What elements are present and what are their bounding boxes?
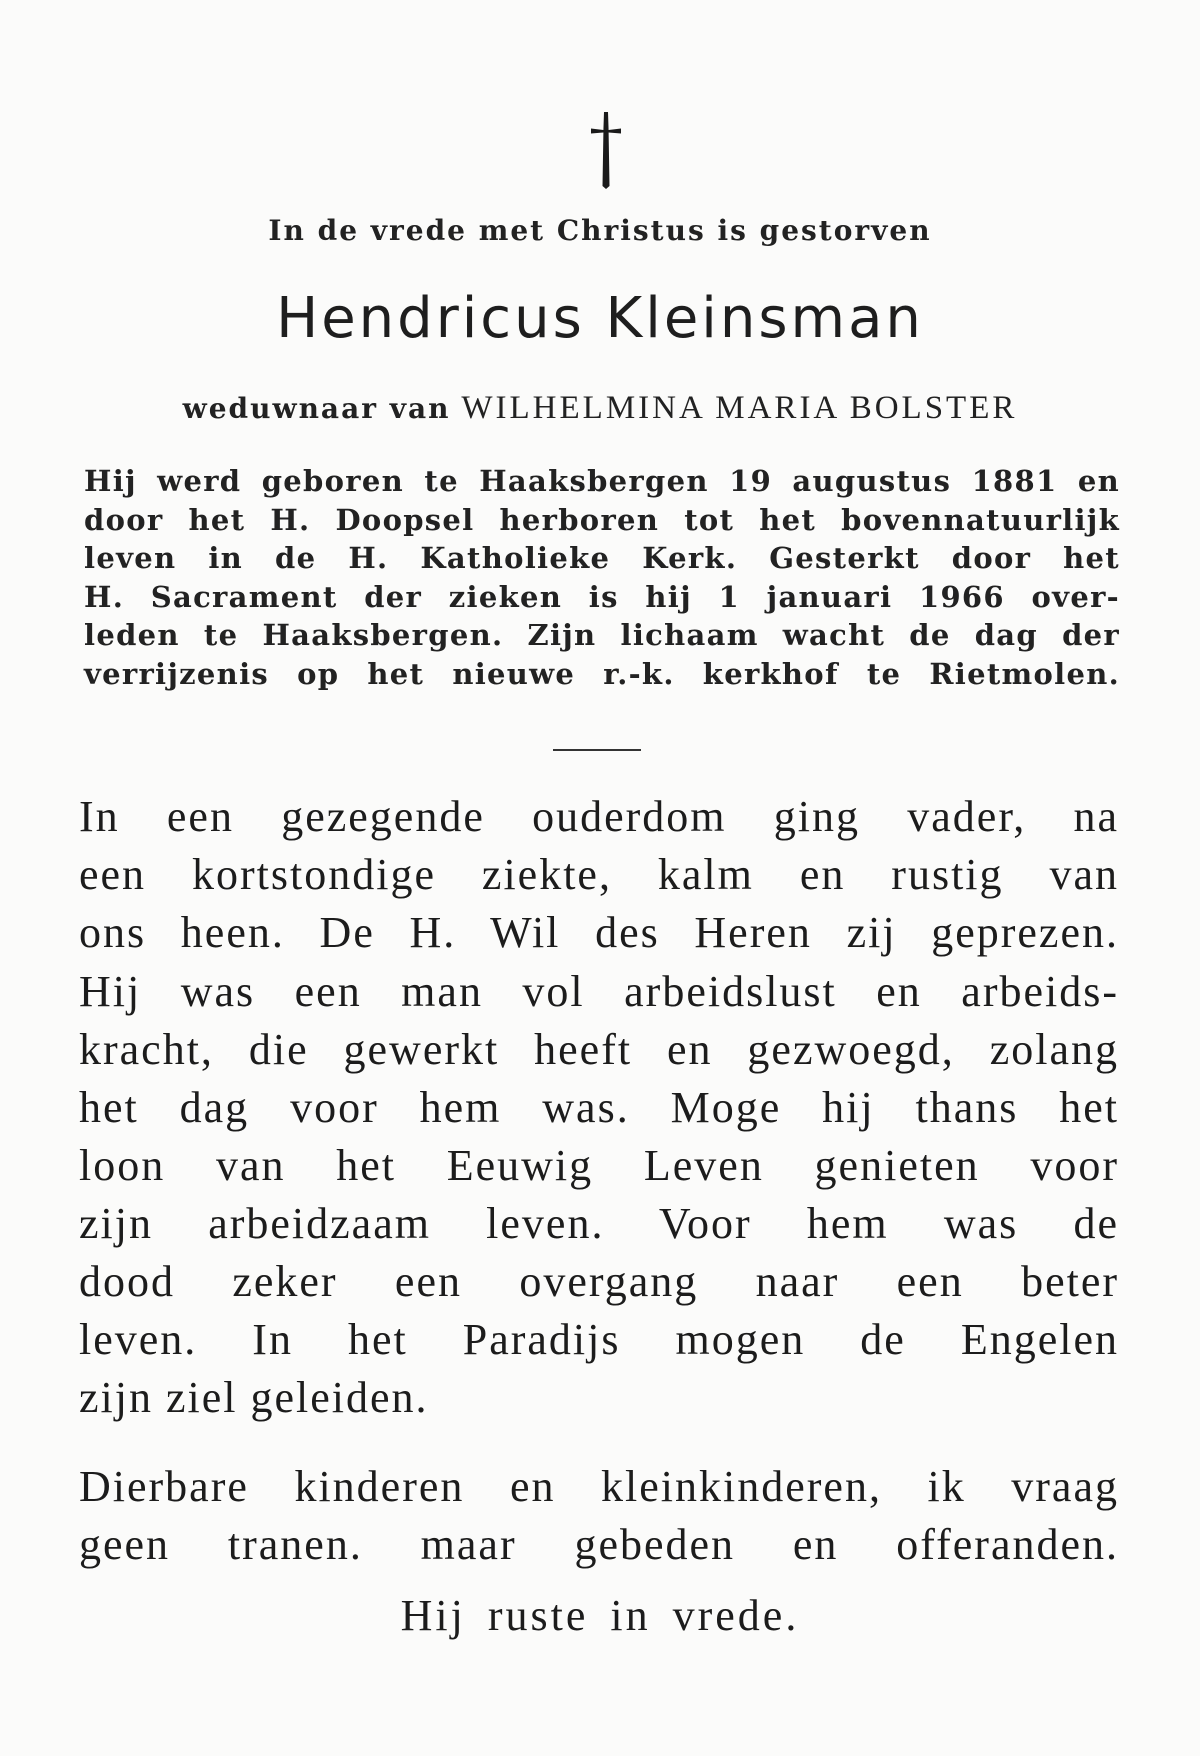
paragraph-line: een kortstondige ziekte, kalm en rustig van — [79, 850, 1119, 899]
widower-line — [0, 390, 1200, 427]
bio-line: verrijzenis op het nieuwe r.-k. kerkhof te Rietmolen. — [84, 656, 1120, 691]
bio-line: leden te Haaksbergen. Zijn lichaam wacht de dag der — [84, 618, 1120, 652]
paragraph-line: het dag voor hem was. Moge hij thans het — [79, 1083, 1119, 1132]
paragraph-line: geen tranen. maar gebeden en offeranden. — [79, 1520, 1119, 1569]
paragraph-line: Hij was een man vol arbeidslust en arbeids- — [79, 967, 1119, 1016]
paragraph-line: Dierbare kinderen en kleinkinderen, ik vraag — [79, 1462, 1119, 1511]
paragraph-line: leven. In het Paradijs mogen de Engelen — [79, 1315, 1119, 1364]
closing-line: Hij ruste in vrede. — [400, 1591, 800, 1640]
biography-block — [84, 462, 1120, 693]
paragraph-line: zijn arbeidzaam leven. Voor hem was de — [79, 1199, 1119, 1248]
deceased-name: Hendricus Kleinsman — [276, 286, 924, 351]
paragraph-line: In een gezegende ouderdom ging vader, na — [79, 792, 1119, 841]
bio-line: door het H. Doopsel herboren tot het bovennatuurlijk — [84, 502, 1120, 537]
paragraph-line: zijn ziel geleiden. — [79, 1373, 429, 1422]
divider — [553, 749, 641, 751]
intro-line: In de vrede met Christus is gestorven — [268, 214, 932, 247]
paragraph-1 — [79, 788, 1119, 962]
paragraph-line: kracht, die gewerkt heeft en gezwoegd, zolang — [79, 1025, 1119, 1074]
paragraph-2 — [79, 963, 1119, 1427]
paragraph-line: ons heen. De H. Wil des Heren zij geprezen. — [79, 908, 1119, 957]
bio-line: leven in de H. Katholieke Kerk. Gesterkt door het — [84, 541, 1120, 575]
bio-line: H. Sacrament der zieken is hij 1 januari 1966 over- — [84, 579, 1120, 614]
bio-line: Hij werd geboren te Haaksbergen 19 augustus 1881 en — [84, 464, 1120, 498]
paragraph-line: dood zeker een overgang naar een beter — [79, 1257, 1119, 1306]
paragraph-line: loon van het Eeuwig Leven genieten voor — [79, 1141, 1119, 1190]
widower-prefix: weduwnaar van — [182, 392, 451, 425]
paragraph-3 — [79, 1458, 1119, 1574]
spouse-name: WILHELMINA MARIA BOLSTER — [461, 390, 1018, 426]
cross-icon — [588, 110, 624, 190]
